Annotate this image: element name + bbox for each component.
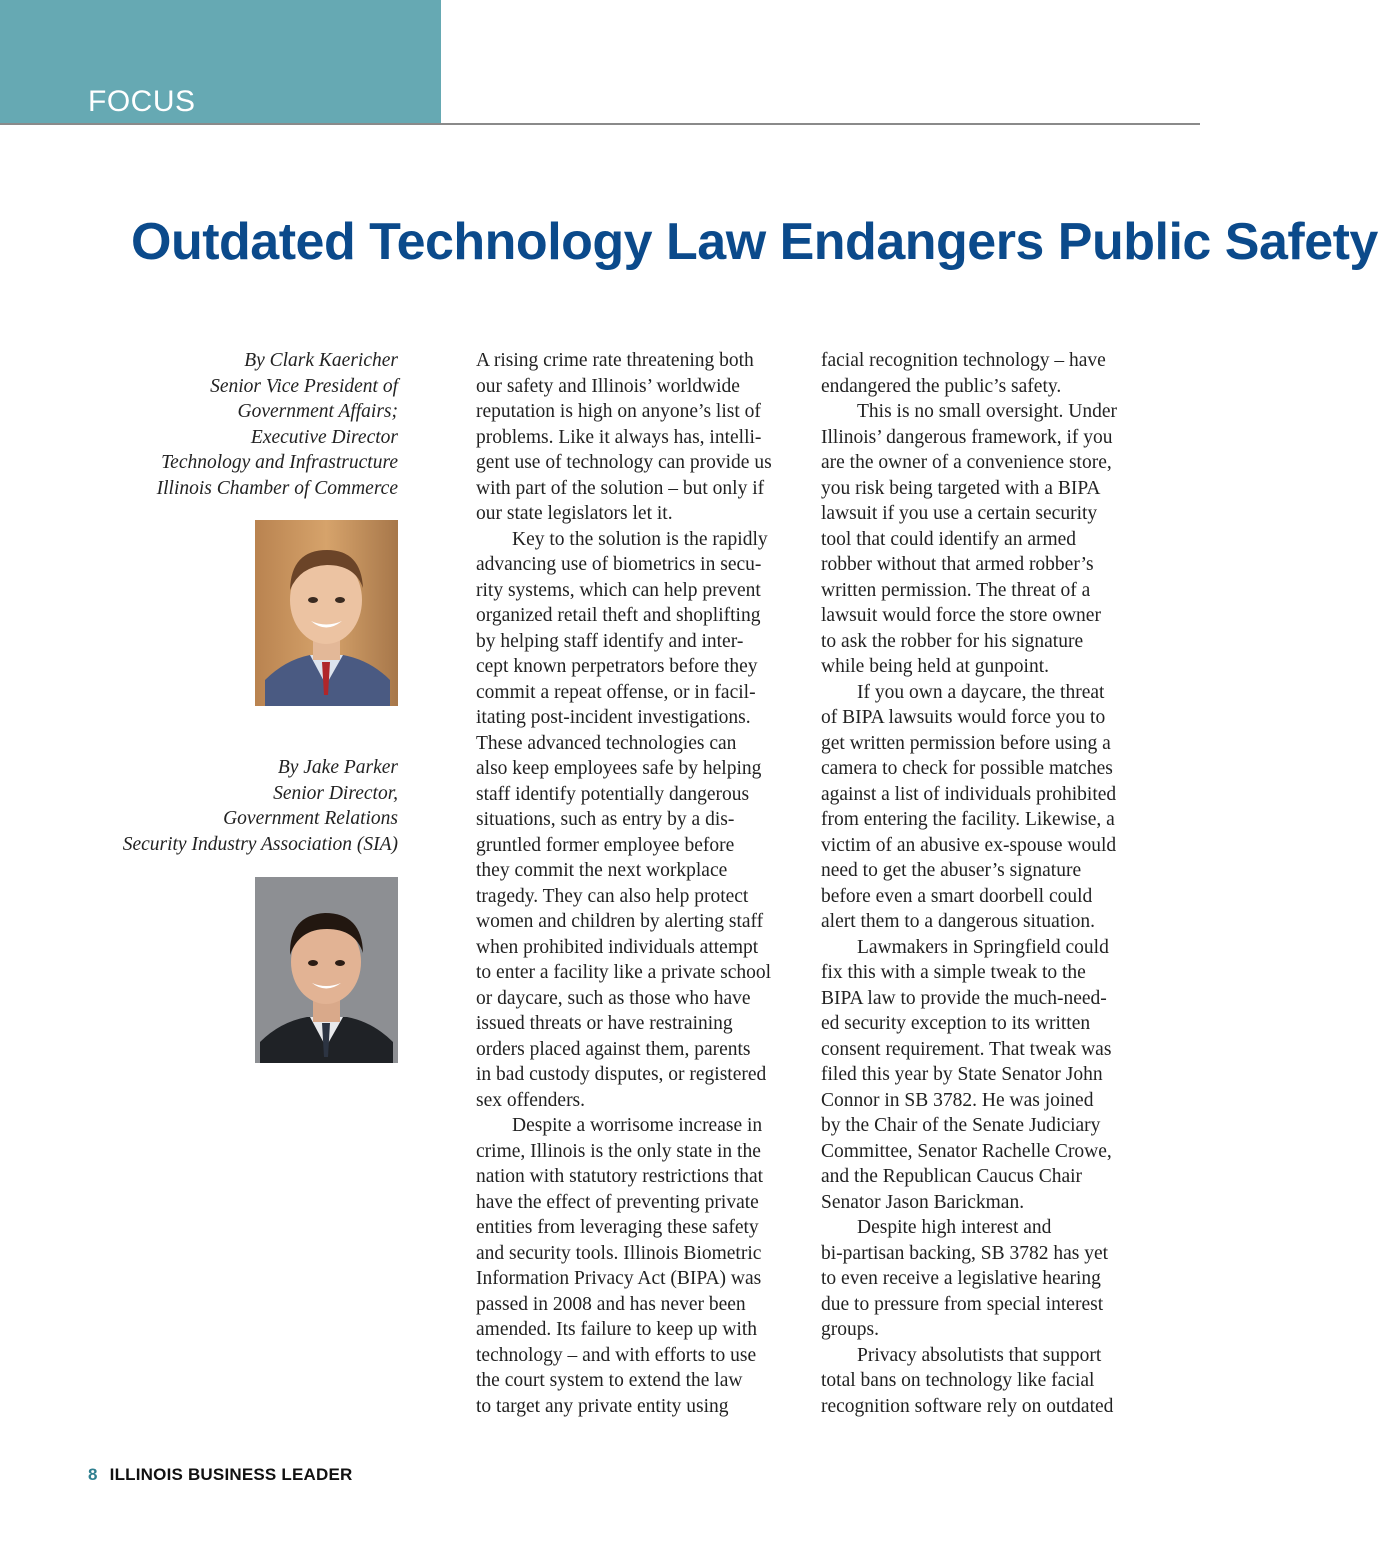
text-line: crime, Illinois is the only state in the (476, 1140, 761, 1162)
article-headline: Outdated Technology Law Endangers Public Safety (131, 213, 1378, 271)
byline-line: Security Industry Association (SIA) (122, 833, 398, 855)
text-line: get written permission before using a (821, 732, 1111, 754)
text-line: groups. (821, 1319, 879, 1340)
byline-author-2 (78, 755, 398, 857)
text-line: itating post-incident investigations. (476, 707, 751, 728)
text-line: before even a smart doorbell could (821, 885, 1093, 907)
byline-line: Government Affairs; (237, 401, 398, 422)
text-line: fix this with a simple tweak to the (821, 962, 1086, 983)
byline-line: Senior Director, (273, 782, 398, 804)
text-line: total bans on technology like facial (821, 1370, 1095, 1391)
publication-name: ILLINOIS BUSINESS LEADER (109, 1465, 353, 1484)
byline-line: Senior Vice President of (210, 375, 398, 397)
text-line: advancing use of biometrics in secu- (476, 554, 762, 575)
text-line: orders placed against them, parents (476, 1038, 751, 1060)
text-line: also keep employees safe by helping (476, 758, 762, 779)
byline-line: Executive Director (250, 426, 398, 448)
text-line: with part of the solution – but only if (476, 477, 765, 499)
paragraph (821, 1343, 1139, 1420)
text-line: bi-partisan backing, SB 3782 has yet (821, 1242, 1109, 1264)
text-line: due to pressure from special interest (821, 1293, 1104, 1315)
author-photo-1 (255, 520, 398, 706)
text-line: issued threats or have restraining (476, 1013, 733, 1034)
text-line: to target any private entity using (476, 1395, 729, 1417)
article-column-2 (821, 348, 1139, 1423)
text-line: alert them to a dangerous situation. (821, 911, 1096, 932)
text-line: Information Privacy Act (BIPA) was (476, 1268, 762, 1289)
text-line: nation with statutory restrictions that (476, 1166, 764, 1187)
paragraph (821, 680, 1139, 935)
text-line: problems. Like it always has, intelli- (476, 426, 762, 448)
page-number: 8 (88, 1465, 98, 1484)
text-line: technology – and with efforts to use (476, 1344, 757, 1366)
text-line: sex offenders. (476, 1089, 586, 1111)
text-line: by helping staff identify and inter- (476, 630, 744, 652)
text-line: lawsuit if you use a certain security (821, 503, 1098, 524)
text-line: you risk being targeted with a BIPA (821, 477, 1101, 499)
text-line: gruntled former employee before (476, 834, 735, 856)
text-line: rity systems, which can help prevent (476, 579, 761, 601)
text-line: organized retail theft and shoplifting (476, 605, 761, 626)
text-line: Illinois’ dangerous framework, if you (821, 426, 1113, 448)
byline-line: Technology and Infrastructure (161, 452, 398, 473)
text-line: entities from leveraging these safety (476, 1217, 759, 1238)
text-line: women and children by alerting staff (476, 911, 764, 932)
text-line: Lawmakers in Springfield could (857, 936, 1109, 958)
text-line: Despite a worrisome increase in (512, 1115, 763, 1136)
article-column-1 (476, 348, 794, 1423)
paragraph (821, 935, 1139, 1216)
text-line: A rising crime rate threatening both (476, 350, 754, 371)
byline-line: By Clark Kaericher (244, 350, 398, 371)
byline-line: By Jake Parker (277, 757, 398, 778)
text-line: amended. Its failure to keep up with (476, 1319, 758, 1340)
section-label: FOCUS (88, 85, 196, 118)
paragraph (821, 399, 1139, 680)
section-band (0, 0, 441, 124)
text-line: gent use of technology can provide us (476, 452, 772, 473)
byline-line: Government Relations (223, 808, 398, 829)
text-line: have the effect of preventing private (476, 1191, 759, 1213)
text-line: Despite high interest and (857, 1217, 1052, 1238)
text-line: when prohibited individuals attempt (476, 936, 759, 958)
paragraph (476, 1113, 794, 1419)
text-line: of BIPA lawsuits would force you to (821, 707, 1106, 728)
text-line: If you own a daycare, the threat (857, 681, 1105, 703)
text-line: facial recognition technology – have (821, 350, 1106, 371)
text-line: situations, such as entry by a dis- (476, 809, 735, 830)
text-line: consent requirement. That tweak was (821, 1038, 1112, 1060)
text-line: need to get the abuser’s signature (821, 860, 1082, 881)
text-line: by the Chair of the Senate Judiciary (821, 1115, 1101, 1136)
paragraph (821, 348, 1139, 399)
text-line: This is no small oversight. Under (857, 401, 1117, 422)
text-line: or daycare, such as those who have (476, 987, 751, 1009)
text-line: they commit the next workplace (476, 860, 728, 881)
text-line: Key to the solution is the rapidly (512, 528, 768, 550)
text-line: our safety and Illinois’ worldwide (476, 375, 740, 397)
text-line: camera to check for possible matches (821, 758, 1113, 779)
text-line: robber without that armed robber’s (821, 554, 1094, 575)
text-line: cept known perpetrators before they (476, 656, 758, 677)
text-line: in bad custody disputes, or registered (476, 1064, 767, 1085)
text-line: Senator Jason Barickman. (821, 1191, 1025, 1213)
header-rule (0, 123, 1200, 125)
text-line: reputation is high on anyone’s list of (476, 401, 761, 422)
text-line: recognition software rely on outdated (821, 1395, 1114, 1417)
text-line: our state legislators let it. (476, 503, 673, 524)
text-line: and the Republican Caucus Chair (821, 1166, 1083, 1187)
text-line: tragedy. They can also help protect (476, 885, 749, 907)
text-line: are the owner of a convenience store, (821, 452, 1112, 473)
text-line: to ask the robber for his signature (821, 630, 1084, 652)
text-line: staff identify potentially dangerous (476, 783, 750, 805)
text-line: endangered the public’s safety. (821, 375, 1062, 397)
text-line: lawsuit would force the store owner (821, 605, 1101, 626)
text-line: while being held at gunpoint. (821, 656, 1050, 677)
text-line: the court system to extend the law (476, 1370, 743, 1391)
text-line: Privacy absolutists that support (857, 1344, 1102, 1366)
text-line: Connor in SB 3782. He was joined (821, 1089, 1094, 1111)
byline-author-1 (78, 348, 398, 501)
paragraph (476, 348, 794, 527)
text-line: Committee, Senator Rachelle Crowe, (821, 1140, 1112, 1162)
text-line: against a list of individuals prohibited (821, 783, 1117, 805)
text-line: victim of an abusive ex-spouse would (821, 834, 1117, 856)
text-line: tool that could identify an armed (821, 528, 1077, 550)
text-line: to enter a facility like a private school (476, 962, 772, 983)
text-line: commit a repeat offense, or in facil- (476, 681, 756, 703)
author-photo-2 (255, 877, 398, 1063)
text-line: to even receive a legislative hearing (821, 1268, 1101, 1289)
page-footer (88, 1464, 352, 1486)
text-line: written permission. The threat of a (821, 579, 1091, 601)
text-line: filed this year by State Senator John (821, 1064, 1103, 1085)
paragraph (821, 1215, 1139, 1343)
text-line: BIPA law to provide the much-need- (821, 987, 1107, 1009)
text-line: from entering the facility. Likewise, a (821, 809, 1115, 830)
paragraph (476, 527, 794, 1114)
text-line: passed in 2008 and has never been (476, 1293, 746, 1315)
text-line: and security tools. Illinois Biometric (476, 1242, 762, 1264)
text-line: ed security exception to its written (821, 1013, 1091, 1034)
text-line: These advanced technologies can (476, 732, 737, 754)
byline-line: Illinois Chamber of Commerce (156, 477, 398, 499)
